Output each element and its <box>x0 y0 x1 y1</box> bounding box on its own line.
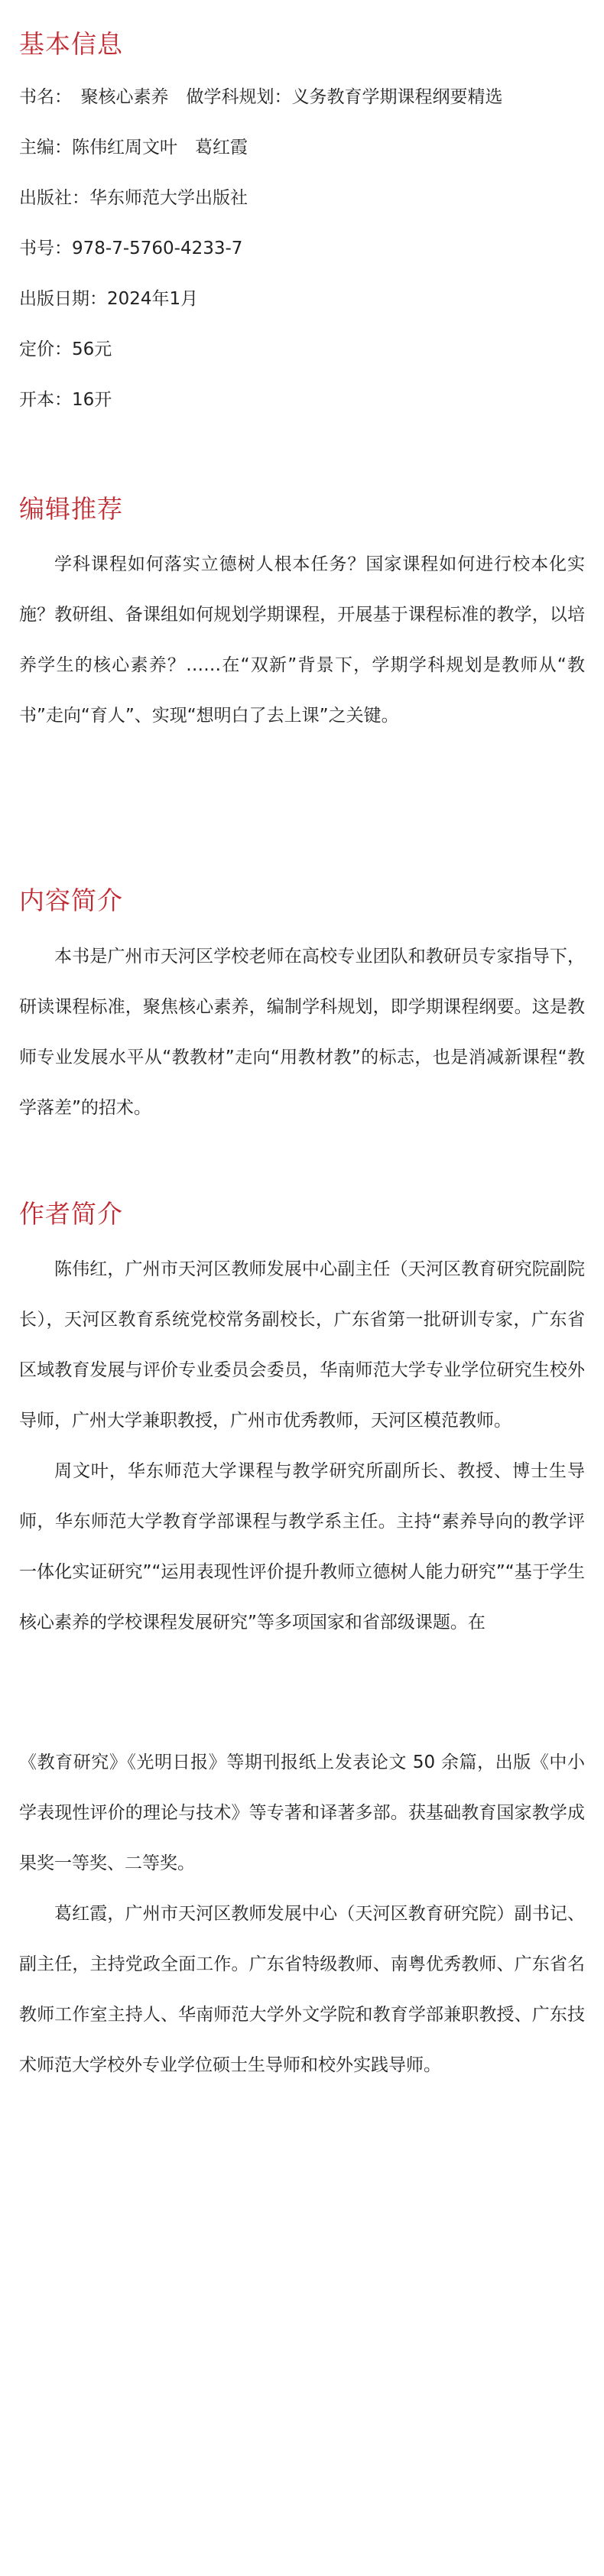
author-ge-paragraph: 葛红霞，广州市天河区教师发展中心（天河区教育研究院）副书记、副主任，主持党政全面工作。广东省特级教师、南粤优秀教师、广东省名教师工作室主持人、华南师范大学外文学院和教育学部兼职教授、广东技术师范大学校外专业学位硕士生导师和校外实践导师。 <box>19 1904 585 2075</box>
editor-recommendation-heading: 编辑推荐 <box>19 494 123 524</box>
author-intro-heading: 作者简介 <box>19 1199 123 1229</box>
author-zhou-paragraph: 周文叶，华东师范大学课程与教学研究所副所长、教授、博士生导师，华东师范大学教育学部课程与教学系主任。主持“素养导向的教学评一体化实证研究”“运用表现性评价提升教师立德树人能力研究”“基于学生核心素养的学校课程发展研究”等多项国家和省部级课题。在 <box>19 1461 585 1632</box>
publisher-line: 出版社：华东师范大学出版社 <box>19 188 248 208</box>
author-chen-paragraph: 陈伟红，广州市天河区教师发展中心副主任（天河区教育研究院副院长），天河区教育系统党校常务副校长，广东省第一批研训专家，广东省区域教育发展与评价专业委员会委员，华南师范大学专业学位研究生校外导师，广州大学兼职教授，广州市优秀教师，天河区模范教师。 <box>19 1259 585 1431</box>
editor-recommendation-paragraph: 学科课程如何落实立德树人根本任务？国家课程如何进行校本化实施？教研组、备课组如何规划学期课程，开展基于课程标准的教学，以培养学生的核心素养？……在“双新”背景下，学期学科规划是教师从“教书”走向“育人”、实现“想明白了去上课”之关键。 <box>19 554 585 726</box>
pub-date-line: 出版日期：2024年1月 <box>19 289 199 309</box>
book-title-line: 书名： 聚核心素养 做学科规划：义务教育学期课程纲要精选 <box>19 87 503 107</box>
content-intro-heading: 内容简介 <box>19 885 123 915</box>
author-zhou-paragraph-continued: 《教育研究》《光明日报》等期刊报纸上发表论文 50 余篇，出版《中小学表现性评价的理论与技术》等专著和译著多部。获基础教育国家教学成果奖一等奖、二等奖。 <box>19 1753 585 1873</box>
price-line: 定价：56元 <box>19 339 112 359</box>
isbn-line: 书号：978-7-5760-4233-7 <box>19 239 243 258</box>
format-line: 开本：16开 <box>19 390 112 410</box>
basic-info-heading: 基本信息 <box>19 29 123 59</box>
editors-line: 主编：陈伟红周文叶 葛红霞 <box>19 138 248 158</box>
content-intro-paragraph: 本书是广州市天河区学校老师在高校专业团队和教研员专家指导下，研读课程标准，聚焦核心素养，编制学科规划，即学期课程纲要。这是教师专业发展水平从“教教材”走向“用教材教”的标志，也是消减新课程“教学落差”的招术。 <box>19 947 585 1118</box>
